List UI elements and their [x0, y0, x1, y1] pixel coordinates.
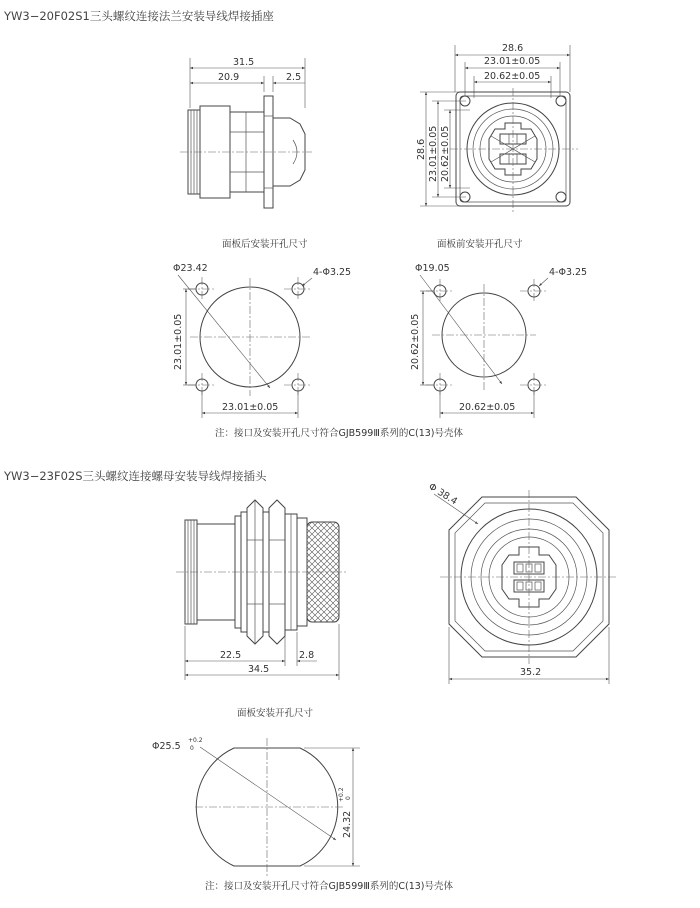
dim-front-width: 28.6 [502, 43, 524, 54]
cutout-plug-diameter: Φ25.5 [152, 741, 181, 752]
cutout-rear-caption: 面板后安装开孔尺寸 [222, 239, 308, 250]
cutout-plug-drawing [152, 737, 360, 876]
cutout-plug-flat-tol-upper: +0.2 [338, 787, 345, 802]
cutout-front-v-spacing: 20.62±0.05 [410, 313, 421, 370]
cutout-front-h-spacing: 20.62±0.05 [459, 402, 516, 413]
dim-inner-spacing: 20.62±0.05 [484, 71, 541, 82]
dim-v-spacing: 23.01±0.05 [428, 125, 439, 182]
dim-flange-thickness: 2.5 [286, 72, 302, 83]
cutout-front-holes: 4-Φ3.25 [549, 267, 588, 278]
receptacle-front-view [416, 43, 578, 212]
dim-front-height: 28.6 [416, 138, 427, 160]
cutout-rear-holes: 4-Φ3.25 [313, 267, 352, 278]
cutout-plug-flat-tol-lower: 0 [345, 796, 352, 800]
dim-plug-step: 2.8 [299, 650, 315, 661]
cutout-front-diameter: Φ19.05 [415, 263, 450, 274]
plug-side-view [176, 500, 346, 680]
cutout-rear-h-spacing: 23.01±0.05 [222, 402, 279, 413]
dim-plug-overall: 34.5 [248, 664, 270, 675]
section2-note: 注：接口及安装开孔尺寸符合GJB599Ⅲ系列的C(13)号壳体 [205, 881, 453, 892]
dim-mount-spacing: 23.01±0.05 [484, 56, 541, 67]
cutout-plug-diameter-tol-lower: 0 [190, 745, 194, 752]
dim-overall-length: 31.5 [233, 57, 255, 68]
plug-front-view [426, 481, 618, 684]
cutout-rear-v-spacing: 23.01±0.05 [173, 313, 184, 370]
cutout-plug-diameter-tol-upper: +0.2 [188, 737, 203, 744]
cutout-rear-drawing [173, 263, 351, 418]
dim-plug-front-width: 35.2 [520, 667, 542, 678]
receptacle-side-view [180, 57, 312, 208]
cutout-plug-caption: 面板安装开孔尺寸 [237, 708, 314, 719]
dim-plug-diameter: Φ 38.4 [426, 481, 460, 508]
section1-title: YW3−20F02S1三头螺纹连接法兰安装导线焊接插座 [4, 9, 274, 23]
cutout-plug-flat: 24.32 [342, 810, 353, 838]
cutout-front-drawing [410, 263, 587, 418]
cutout-front-caption: 面板前安装开孔尺寸 [437, 239, 523, 250]
dim-plug-body: 22.5 [220, 650, 242, 661]
dim-body-length: 20.9 [218, 72, 240, 83]
dim-v-inner: 20.62±0.05 [440, 125, 451, 182]
section2-title: YW3−23F02S三头螺纹连接螺母安装导线焊接插头 [4, 469, 267, 483]
cutout-rear-diameter: Φ23.42 [173, 263, 208, 274]
section1-note: 注：接口及安装开孔尺寸符合GJB599Ⅲ系列的C(13)号壳体 [215, 428, 463, 439]
